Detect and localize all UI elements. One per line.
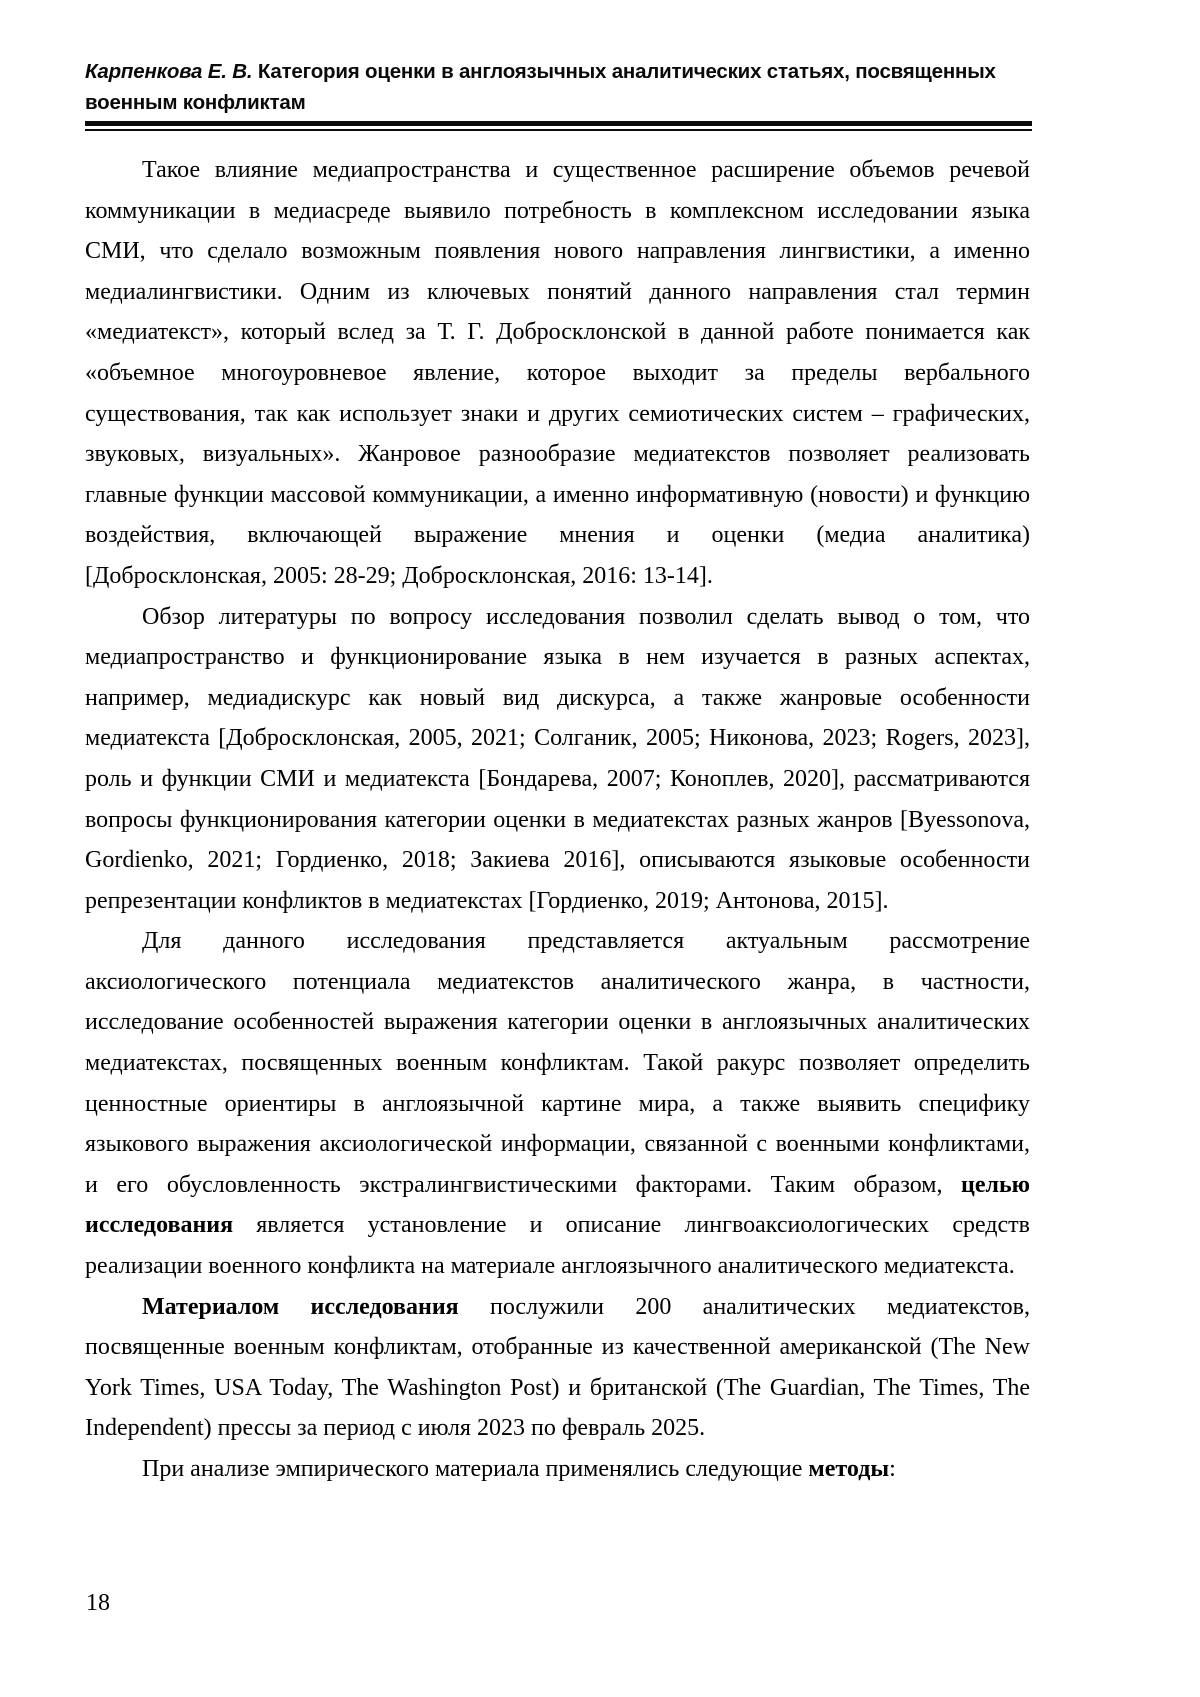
text-run: При анализе эмпирического материала применялись следующие	[142, 1456, 809, 1482]
text-run: является установление и описание лингвоаксиологических средств реализации военного конфликта на материале англоязычного аналитического медиатекста.	[85, 1212, 1030, 1280]
paragraph-2	[85, 597, 1030, 922]
paragraph-3	[85, 921, 1030, 1286]
paragraph-1	[85, 150, 1030, 597]
text-run: Категория оценки в англоязычных аналитических статьях, посвященных военным конфликтам	[85, 60, 996, 114]
text-run: послужили 200 аналитических медиатекстов, посвященные военным конфликтам, отобранные из качественной американской (The New York Times, USA Today, The Washington Post) и британской (The Guardian, The Times, The Independent) прессы за период с июля 2023 по февраль 2025.	[85, 1293, 1030, 1442]
running-header	[85, 56, 1048, 118]
text-run: Обзор литературы по вопросу исследования позволил сделать вывод о том, что медиапространство и функционирование языка в нем изучается в разных аспектах, например, медиадискурс как новый вид дискурса, а также жанровые особенности медиатекста [Добросклонская, 2005, 2021; Солганик, 2005; Никонова, 2023; Rogers, 2023], роль и функции СМИ и медиатекста [Бондарева, 2007; Коноплев, 2020], рассматриваются вопросы функционирования категории оценки в медиатекстах разных жанров [Byessonova, Gordienko, 2021; Гордиенко, 2018; Закиева 2016], описываются языковые особенности репрезентации конфликтов в медиатекстах [Гордиенко, 2019; Антонова, 2015].	[85, 603, 1030, 914]
text-run: Такое влияние медиапространства и существенное расширение объемов речевой коммуникации в медиасреде выявило потребность в комплексном исследовании языка СМИ, что сделало возможным появления нового направления лингвистики, а именно медиалингвистики. Одним из ключевых понятий данного направления стал термин «медиатекст», который вслед за Т. Г. Добросклонской в данной работе понимается как «объемное многоуровневое явление, которое выходит за пределы вербального существования, так как использует знаки и других семиотических систем – графических, звуковых, визуальных». Жанровое разнообразие медиатекстов позволяет реализовать главные функции массовой коммуникации, а именно информативную (новости) и функцию воздействия, включающей выражение мнения и оценки (медиа аналитика) [Добросклонская, 2005: 28-29; Добросклонская, 2016: 13-14].	[85, 157, 1030, 589]
page-number: 18	[86, 1590, 110, 1616]
text-run: целью исследования	[85, 1171, 1030, 1239]
page-body	[85, 150, 1030, 1490]
text-run: методы	[808, 1456, 890, 1482]
text-run: :	[889, 1456, 896, 1482]
paragraph-5	[85, 1449, 1030, 1490]
header-rule	[85, 121, 1032, 131]
paragraph-4	[85, 1287, 1030, 1449]
text-run: Материалом исследования	[142, 1293, 459, 1320]
text-run: Карпенкова Е. В.	[85, 60, 253, 83]
text-run: Для данного исследования представляется актуальным рассмотрение аксиологического потенциала медиатекстов аналитического жанра, в частности, исследование особенностей выражения категории оценки в англоязычных аналитических медиатекстах, посвященных военным конфликтам. Такой ракурс позволяет определить ценностные ориентиры в англоязычной картине мира, а также выявить специфику языкового выражения аксиологической информации, связанной с военными конфликтами, и его обусловленность экстралингвистическими факторами. Таким образом,	[85, 928, 1030, 1198]
